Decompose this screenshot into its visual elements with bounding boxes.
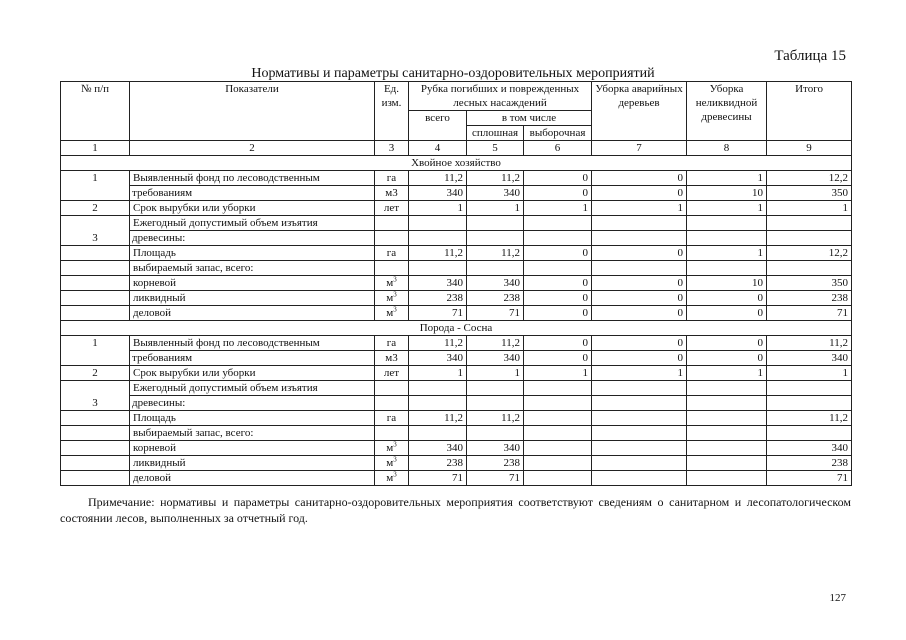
value-cell: 0 xyxy=(524,186,592,201)
value-cell: 340 xyxy=(409,276,467,291)
header-emergency: Уборка аварийных деревьев xyxy=(592,82,687,141)
value-cell: 11,2 xyxy=(767,411,852,426)
unit-cell xyxy=(375,276,409,291)
empty-cell xyxy=(767,381,852,396)
value-cell xyxy=(592,441,687,456)
column-index-row xyxy=(61,141,852,156)
value-cell: 12,2 xyxy=(767,171,852,186)
value-cell: 1 xyxy=(409,366,467,381)
value-cell: 350 xyxy=(767,276,852,291)
empty-cell xyxy=(592,261,687,276)
value-cell: 0 xyxy=(687,351,767,366)
row-label: требованиям xyxy=(130,186,375,201)
empty-cell xyxy=(687,231,767,246)
value-cell: 71 xyxy=(767,306,852,321)
empty-cell xyxy=(467,231,524,246)
empty-cell xyxy=(375,261,409,276)
empty-cell xyxy=(467,426,524,441)
unit-superscript: 3 xyxy=(393,305,397,314)
empty-cell xyxy=(592,231,687,246)
empty-cell xyxy=(687,261,767,276)
value-cell: 10 xyxy=(687,276,767,291)
table-row xyxy=(61,246,852,261)
empty-cell xyxy=(467,381,524,396)
value-cell: 0 xyxy=(524,351,592,366)
table-label: Таблица 15 xyxy=(774,48,846,64)
empty-cell xyxy=(375,231,409,246)
value-cell xyxy=(687,411,767,426)
value-cell: 340 xyxy=(467,276,524,291)
value-cell: 340 xyxy=(467,351,524,366)
value-cell: 0 xyxy=(592,336,687,351)
value-cell: 0 xyxy=(592,246,687,261)
value-cell xyxy=(687,456,767,471)
value-cell: 1 xyxy=(409,201,467,216)
unit-cell xyxy=(375,471,409,486)
value-cell: 1 xyxy=(687,246,767,261)
empty-cell xyxy=(524,216,592,231)
empty-cell xyxy=(767,396,852,411)
empty-cell xyxy=(61,426,130,441)
header-unit: Ед. изм. xyxy=(375,82,409,141)
value-cell: 71 xyxy=(467,471,524,486)
empty-cell xyxy=(767,261,852,276)
empty-cell xyxy=(375,381,409,396)
row-label: Площадь xyxy=(130,246,375,261)
table-row xyxy=(61,456,852,471)
unit-superscript: 3 xyxy=(393,470,397,479)
header-indicators: Показатели xyxy=(130,82,375,141)
value-cell: 0 xyxy=(687,336,767,351)
value-cell: 238 xyxy=(409,291,467,306)
value-cell: 71 xyxy=(467,306,524,321)
table-row xyxy=(61,171,852,186)
value-cell: 11,2 xyxy=(767,336,852,351)
value-cell: 1 xyxy=(767,201,852,216)
col-index: 7 xyxy=(592,141,687,156)
table-row xyxy=(61,396,852,411)
empty-cell xyxy=(409,216,467,231)
empty-cell xyxy=(375,426,409,441)
col-index: 2 xyxy=(130,141,375,156)
empty-cell xyxy=(409,231,467,246)
value-cell: 11,2 xyxy=(467,246,524,261)
unit-superscript: 3 xyxy=(393,455,397,464)
value-cell: 11,2 xyxy=(409,171,467,186)
value-cell: 0 xyxy=(524,306,592,321)
header-clear: сплошная xyxy=(467,126,524,141)
row-label: корневой xyxy=(130,276,375,291)
value-cell: 0 xyxy=(524,246,592,261)
unit-cell: лет xyxy=(375,201,409,216)
empty-cell xyxy=(61,276,130,291)
empty-cell xyxy=(592,396,687,411)
section-conifer xyxy=(61,156,852,321)
header-num: № п/п xyxy=(61,82,130,141)
value-cell: 1 xyxy=(524,366,592,381)
value-cell: 71 xyxy=(409,306,467,321)
norms-table xyxy=(60,81,852,486)
value-cell: 11,2 xyxy=(467,336,524,351)
empty-cell xyxy=(592,426,687,441)
unit-cell xyxy=(375,291,409,306)
col-index: 5 xyxy=(467,141,524,156)
footnote: Примечание: нормативы и параметры санитарно-оздоровительных мероприятия соответствуют сведениям о санитарном и лесопатологическом состоянии лесов, выполненных за отчетный год. xyxy=(60,495,851,525)
value-cell: 11,2 xyxy=(467,411,524,426)
value-cell: 1 xyxy=(767,366,852,381)
section-header-row xyxy=(61,156,852,171)
unit-cell: га xyxy=(375,246,409,261)
value-cell xyxy=(687,471,767,486)
table-row xyxy=(61,471,852,486)
row-label: Выявленный фонд по лесоводственным xyxy=(130,336,375,351)
row-label: Ежегодный допустимый объем изъятия xyxy=(130,216,375,231)
col-index: 6 xyxy=(524,141,592,156)
header-total: Итого xyxy=(767,82,852,141)
value-cell: 0 xyxy=(592,186,687,201)
row-label: требованиям xyxy=(130,351,375,366)
row-number: 2 xyxy=(61,366,130,381)
value-cell: 11,2 xyxy=(467,171,524,186)
value-cell: 0 xyxy=(524,276,592,291)
table-row xyxy=(61,381,852,396)
value-cell: 238 xyxy=(467,456,524,471)
value-cell xyxy=(592,471,687,486)
value-cell: 0 xyxy=(524,171,592,186)
value-cell: 340 xyxy=(409,441,467,456)
empty-cell xyxy=(375,216,409,231)
unit-text: м xyxy=(386,307,394,319)
col-index: 8 xyxy=(687,141,767,156)
table-row xyxy=(61,411,852,426)
empty-cell xyxy=(767,426,852,441)
value-cell: 340 xyxy=(409,351,467,366)
value-cell: 1 xyxy=(524,201,592,216)
section-title: Хвойное хозяйство xyxy=(61,156,852,171)
empty-cell xyxy=(592,381,687,396)
value-cell: 0 xyxy=(524,336,592,351)
row-label: Срок вырубки или уборки xyxy=(130,201,375,216)
row-number: 1 xyxy=(61,171,130,201)
unit-text: м xyxy=(386,472,394,484)
value-cell: 11,2 xyxy=(409,411,467,426)
value-cell: 11,2 xyxy=(409,336,467,351)
table-row xyxy=(61,186,852,201)
value-cell xyxy=(592,411,687,426)
row-label: деловой xyxy=(130,471,375,486)
value-cell: 1 xyxy=(467,201,524,216)
value-cell xyxy=(687,441,767,456)
page-number: 127 xyxy=(829,592,846,604)
value-cell: 340 xyxy=(409,186,467,201)
unit-cell: м3 xyxy=(375,351,409,366)
value-cell: 0 xyxy=(592,351,687,366)
empty-cell xyxy=(61,411,130,426)
unit-text: м xyxy=(386,457,394,469)
col-index: 3 xyxy=(375,141,409,156)
value-cell: 71 xyxy=(767,471,852,486)
empty-cell xyxy=(61,291,130,306)
table-row xyxy=(61,426,852,441)
row-label: корневой xyxy=(130,441,375,456)
value-cell: 11,2 xyxy=(409,246,467,261)
row-label: древесины: xyxy=(130,396,375,411)
header-selective: выборочная xyxy=(524,126,592,141)
row-number: 3 xyxy=(61,216,130,246)
value-cell xyxy=(524,441,592,456)
value-cell: 71 xyxy=(409,471,467,486)
unit-cell: м3 xyxy=(375,186,409,201)
value-cell xyxy=(592,456,687,471)
empty-cell xyxy=(687,396,767,411)
value-cell: 340 xyxy=(467,441,524,456)
value-cell: 1 xyxy=(687,366,767,381)
empty-cell xyxy=(61,246,130,261)
row-label: деловой xyxy=(130,306,375,321)
table-row xyxy=(61,276,852,291)
unit-cell: га xyxy=(375,411,409,426)
value-cell: 0 xyxy=(592,276,687,291)
empty-cell xyxy=(524,261,592,276)
empty-cell xyxy=(409,396,467,411)
table-row xyxy=(61,231,852,246)
unit-text: м xyxy=(386,442,394,454)
row-number: 2 xyxy=(61,201,130,216)
header-felling-total: всего xyxy=(409,111,467,141)
table-row xyxy=(61,261,852,276)
empty-cell xyxy=(375,396,409,411)
col-index: 4 xyxy=(409,141,467,156)
empty-cell xyxy=(524,396,592,411)
row-label: ликвидный xyxy=(130,291,375,306)
unit-cell xyxy=(375,441,409,456)
value-cell xyxy=(524,456,592,471)
empty-cell xyxy=(409,261,467,276)
empty-cell xyxy=(61,456,130,471)
section-title: Порода - Сосна xyxy=(61,321,852,336)
row-label: Площадь xyxy=(130,411,375,426)
value-cell: 340 xyxy=(767,441,852,456)
empty-cell xyxy=(687,381,767,396)
empty-cell xyxy=(61,306,130,321)
unit-superscript: 3 xyxy=(393,290,397,299)
row-label: Ежегодный допустимый объем изъятия xyxy=(130,381,375,396)
header-illiquid: Уборка неликвидной древесины xyxy=(687,82,767,141)
empty-cell xyxy=(767,216,852,231)
row-label: древесины: xyxy=(130,231,375,246)
value-cell: 1 xyxy=(592,366,687,381)
empty-cell xyxy=(592,216,687,231)
value-cell: 1 xyxy=(467,366,524,381)
value-cell: 340 xyxy=(467,186,524,201)
value-cell: 238 xyxy=(767,291,852,306)
unit-cell: лет xyxy=(375,366,409,381)
value-cell: 0 xyxy=(687,291,767,306)
empty-cell xyxy=(467,261,524,276)
section-pine xyxy=(61,321,852,486)
value-cell: 1 xyxy=(687,201,767,216)
value-cell: 10 xyxy=(687,186,767,201)
page-title: Нормативы и параметры санитарно-оздоровительных мероприятий xyxy=(251,66,655,81)
section-header-row xyxy=(61,321,852,336)
value-cell xyxy=(524,471,592,486)
row-label: Срок вырубки или уборки xyxy=(130,366,375,381)
table-row xyxy=(61,306,852,321)
row-label: Выявленный фонд по лесоводственным xyxy=(130,171,375,186)
table-row xyxy=(61,291,852,306)
value-cell: 0 xyxy=(687,306,767,321)
empty-cell xyxy=(767,231,852,246)
empty-cell xyxy=(61,261,130,276)
row-label: выбираемый запас, всего: xyxy=(130,261,375,276)
value-cell: 350 xyxy=(767,186,852,201)
row-label: выбираемый запас, всего: xyxy=(130,426,375,441)
unit-text: м xyxy=(386,292,394,304)
value-cell: 1 xyxy=(687,171,767,186)
empty-cell xyxy=(409,381,467,396)
unit-superscript: 3 xyxy=(393,440,397,449)
empty-cell xyxy=(524,231,592,246)
value-cell: 238 xyxy=(467,291,524,306)
table-row xyxy=(61,351,852,366)
empty-cell xyxy=(467,216,524,231)
value-cell xyxy=(524,411,592,426)
value-cell: 12,2 xyxy=(767,246,852,261)
unit-cell xyxy=(375,306,409,321)
empty-cell xyxy=(467,396,524,411)
col-index: 1 xyxy=(61,141,130,156)
value-cell: 0 xyxy=(592,171,687,186)
value-cell: 340 xyxy=(767,351,852,366)
value-cell: 1 xyxy=(592,201,687,216)
value-cell: 0 xyxy=(592,291,687,306)
row-number: 1 xyxy=(61,336,130,366)
value-cell: 238 xyxy=(409,456,467,471)
table-row xyxy=(61,441,852,456)
unit-cell: га xyxy=(375,171,409,186)
empty-cell xyxy=(409,426,467,441)
value-cell: 0 xyxy=(592,306,687,321)
table-row xyxy=(61,201,852,216)
empty-cell xyxy=(524,381,592,396)
row-label: ликвидный xyxy=(130,456,375,471)
empty-cell xyxy=(61,471,130,486)
unit-cell: га xyxy=(375,336,409,351)
table-row xyxy=(61,366,852,381)
empty-cell xyxy=(61,441,130,456)
unit-text: м xyxy=(386,277,394,289)
empty-cell xyxy=(687,426,767,441)
table-row xyxy=(61,216,852,231)
value-cell: 0 xyxy=(524,291,592,306)
row-number: 3 xyxy=(61,381,130,411)
col-index: 9 xyxy=(767,141,852,156)
unit-superscript: 3 xyxy=(393,275,397,284)
header-including: в том числе xyxy=(467,111,592,126)
empty-cell xyxy=(524,426,592,441)
table-header xyxy=(61,82,852,156)
unit-cell xyxy=(375,456,409,471)
header-felling: Рубка погибших и поврежденных лесных насаждений xyxy=(409,82,592,111)
table-row xyxy=(61,336,852,351)
empty-cell xyxy=(687,216,767,231)
value-cell: 238 xyxy=(767,456,852,471)
